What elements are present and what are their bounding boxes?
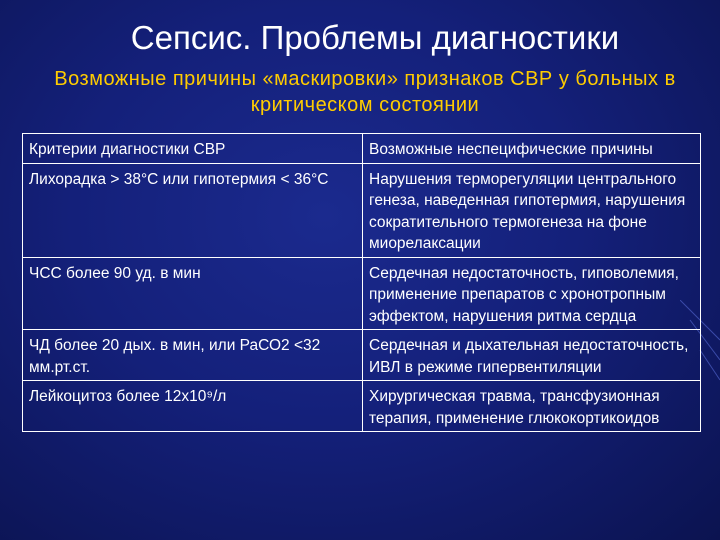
criteria-table [22, 133, 701, 432]
page-subtitle: Возможные причины «маскировки» признаков СВР у больных в критическом состоянии [54, 68, 676, 116]
cell-cause: Сердечная и дыхательная недостаточность, ИВЛ в режиме гипервентиляции [363, 330, 701, 381]
table-row [23, 257, 701, 330]
cell-criterion: Лейкоцитоз более 12х10⁹/л [23, 381, 363, 432]
cell-cause: Сердечная недостаточность, гиповолемия, применение препаратов с хронотропным эффектом, нарушения ритма сердца [363, 257, 701, 330]
cell-criterion: Лихорадка > 38°С или гипотермия < 36°С [23, 163, 363, 257]
cell-criterion: ЧД более 20 дых. в мин, или РаСО2 <32 мм.рт.ст. [23, 330, 363, 381]
table-row [23, 330, 701, 381]
header-cell-causes: Возможные неспецифические причины [363, 134, 701, 164]
header-cell-criteria: Критерии диагностики СВР [23, 134, 363, 164]
table-header-row [23, 134, 701, 164]
table-row [23, 163, 701, 257]
cell-cause: Хирургическая травма, трансфузионная терапия, применение глюкокортикоидов [363, 381, 701, 432]
cell-cause: Нарушения терморегуляции центрального генеза, наведенная гипотермия, нарушения сократительного термогенеза на фоне миорелаксации [363, 163, 701, 257]
page-title: Сепсис. Проблемы диагностики [130, 19, 620, 56]
cell-criterion: ЧСС более 90 уд. в мин [23, 257, 363, 330]
table-row [23, 381, 701, 432]
